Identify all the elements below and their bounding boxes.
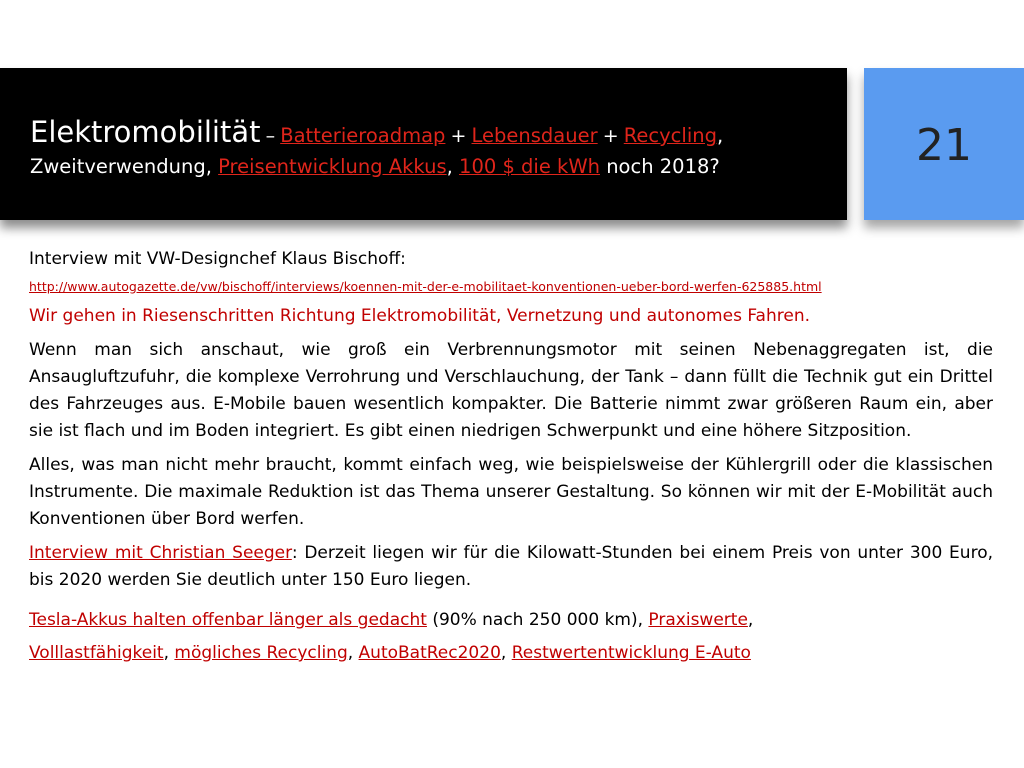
title-zweitverwendung: Zweitverwendung, [30,155,212,178]
sep-1: , [163,643,175,663]
links-line-1-comma: , [747,610,754,630]
slide-content [29,246,993,667]
link-batterieroadmap[interactable]: Batterieroadmap [280,124,446,147]
paragraph-1: Wenn man sich anschaut, wie groß ein Verbrennungsmotor mit seinen Nebenaggregaten ist, die Ansaugluftzufuhr, die komplexe Verrohrung und Verschlauchung, der Tank – dann füllt die Technik gut ein Drittel des Fahrzeuges aus. E-Mobile bauen wesentlich kompakter. Die Batterie nimmt zwar größeren Raum ein, aber sie ist flach und im Boden integriert. Es gibt einen niedrigen Schwerpunkt und eine höhere Sitzposition. [29,340,993,441]
links-line-2 [29,640,993,667]
slide-number-box [864,68,1024,220]
paragraph-3-text: : Derzeit liegen wir für die Kilowatt-Stunden bei einem Preis von unter 300 Euro, bis 2020 werden Sie deutlich unter 150 Euro liegen. [29,543,993,590]
title-suffix: noch 2018? [606,155,720,178]
slide-number: 21 [916,120,972,171]
link-autobatrec2020[interactable]: AutoBatRec2020 [358,643,501,663]
link-preisentwicklung-akkus[interactable]: Preisentwicklung Akkus [218,155,447,178]
link-tesla-akkus[interactable]: Tesla-Akkus halten offenbar länger als gedacht [29,610,427,630]
title-plus-2: + [602,125,619,147]
title-comma-2: , [446,155,453,178]
paragraph-3 [29,540,993,594]
link-restwertentwicklung[interactable]: Restwertentwicklung E-Auto [511,643,751,663]
sep-2: , [347,643,359,663]
source-url-line [29,278,993,296]
link-100-dollar-kwh[interactable]: 100 $ die kWh [459,155,600,178]
link-moegliches-recycling[interactable]: mögliches Recycling [174,643,348,663]
title-dash: – [265,125,276,147]
intro-line: Interview mit VW-Designchef Klaus Bischoff: [29,249,406,269]
link-praxiswerte[interactable]: Praxiswerte [648,610,748,630]
title-main: Elektromobilität [30,115,261,149]
paragraph-2: Alles, was man nicht mehr braucht, kommt einfach weg, wie beispielsweise der Kühlergrill oder die klassischen Instrumente. Die maximale Reduktion ist das Thema unserer Gestaltung. So können wir mit der E-Mobilität auch Konventionen über Bord werfen. [29,455,993,529]
source-url-link[interactable]: http://www.autogazette.de/vw/bischoff/interviews/koennen-mit-der-e-mobilitaet-konventionen-ueber-bord-werfen-625885.html [29,279,822,294]
sep-3: , [500,643,512,663]
links-line-1-text: (90% nach 250 000 km), [426,610,649,630]
link-interview-seeger[interactable]: Interview mit Christian Seeger [29,543,292,563]
title-comma-1: , [716,124,724,147]
link-volllastfaehigkeit[interactable]: Volllastfähigkeit [29,643,164,663]
red-quote: Wir gehen in Riesenschritten Richtung Elektromobilität, Vernetzung und autonomes Fahren. [29,306,810,326]
title-plus-1: + [450,125,467,147]
link-lebensdauer[interactable]: Lebensdauer [471,124,598,147]
links-line-1 [29,607,993,634]
slide-title [30,116,840,183]
title-line-2 [30,151,840,183]
link-recycling[interactable]: Recycling [623,124,717,147]
